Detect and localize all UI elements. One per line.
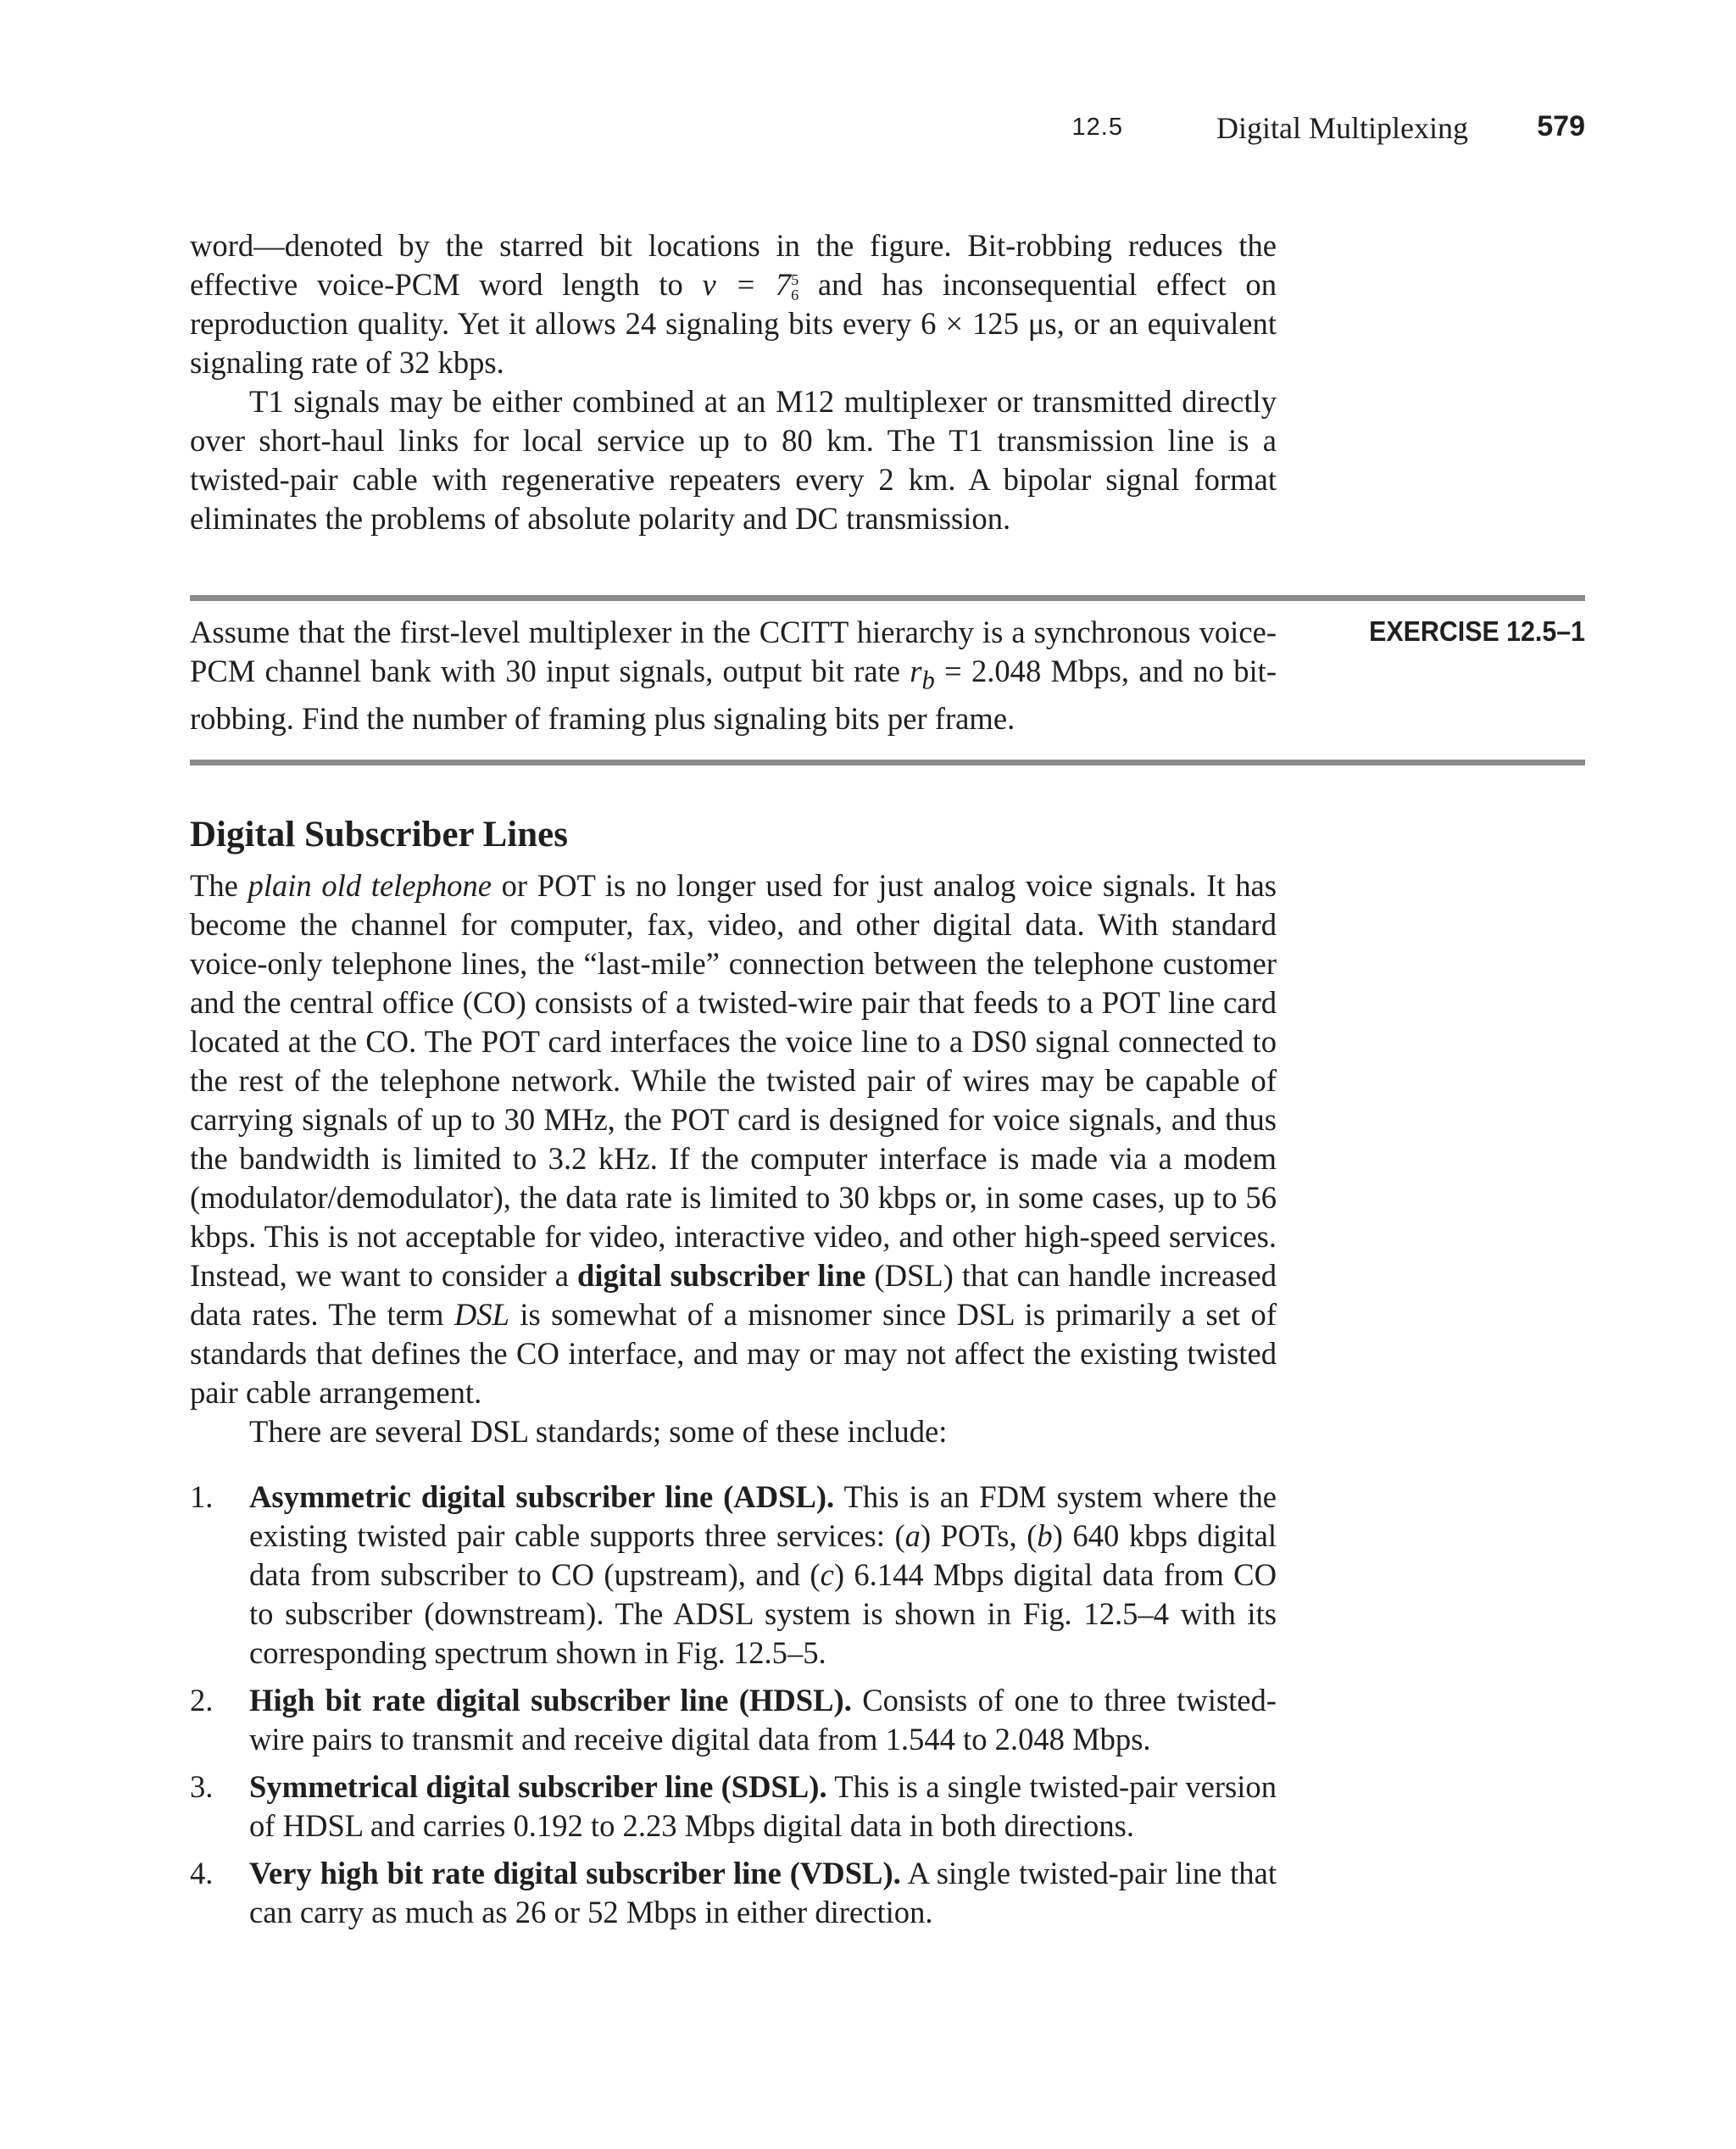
list-item-title: Asymmetric digital subscriber line (ADSL). [249,1479,835,1514]
list-item-title: Very high bit rate digital subscriber line (VDSL). [249,1856,901,1890]
dsl-paragraph-2: There are several DSL standards; some of these include: [249,1414,948,1449]
bit-rate-subscript: b [921,665,935,695]
dsl-paragraph-1 [190,866,1277,1412]
list-item-italic: a [904,1518,921,1553]
intro-p1-text-cont: and has inconsequential effect on reproduction quality. Yet it allows 24 signaling bits every 6 × 125 μs, or an equivalent signaling rate of 32 kbps. [190,267,1277,380]
word-length-equation: ν = 7 [702,267,792,302]
list-item-italic: c [820,1557,834,1592]
list-item-text: This is an FDM system where the existing twisted pair cable supports three services: ( [249,1479,1277,1553]
fraction-denominator: 6 [791,287,799,304]
dsl-p1-italic-term: plain old telephone [248,868,492,903]
dsl-p1-italic-dsl: DSL [453,1297,509,1332]
list-number: 1. [190,1479,214,1514]
section-heading: Digital Subscriber Lines [190,815,568,855]
list-number: 3. [190,1769,214,1804]
exercise-bottom-rule [190,760,1585,766]
list-item-text: Consists of one to three twisted-wire pairs to transmit and receive digital data from 1.544 to 2.048 Mbps. [249,1683,1277,1757]
list-number: 4. [190,1856,214,1890]
list-item [190,1478,1277,1673]
list-number: 2. [190,1683,214,1718]
fraction-five-sixths [791,272,798,303]
intro-text [190,226,1277,538]
list-item-text: A single twisted-pair line that can carry as much as 26 or 52 Mbps in either direction. [249,1856,1277,1929]
list-item [190,1681,1277,1759]
bit-rate-symbol: r [910,654,922,688]
list-item-title: Symmetrical digital subscriber line (SDSL). [249,1769,827,1804]
exercise-label: EXERCISE 12.5–1 [1369,615,1585,647]
dsl-p1-a: The [190,868,248,903]
section-title: Digital Multiplexing [1216,111,1468,145]
dsl-standards-list [190,1478,1277,1940]
dsl-p1-bold-term: digital subscriber line [577,1258,866,1293]
running-header [190,110,1585,148]
exercise-top-rule [190,595,1585,601]
section-number: 12.5 [1071,114,1123,141]
list-item-text: ) 640 kbps digital data from subscriber to CO (upstream), and ( [249,1518,1277,1592]
list-item-text: This is a single twisted-pair version of HDSL and carries 0.192 to 2.23 Mbps digital data in both directions. [249,1769,1277,1843]
dsl-body [190,866,1277,1451]
list-item-italic: b [1037,1518,1053,1553]
list-item [190,1768,1277,1846]
list-item [190,1854,1277,1932]
dsl-p1-b: or POT is no longer used for just analog voice signals. It has become the channel for computer, fax, video, and other digital data. With standard voice-only telephone lines, the “last-mile” connection between the telephone customer and the central office (CO) consists of a twisted-wire pair that feeds to a POT line card located at the CO. The POT card interfaces the voice line to a DS0 signal connected to the rest of the telephone network. While the twisted pair of wires may be capable of carrying signals of up to 30 MHz, the POT card is designed for voice signals, and thus the bandwidth is limited to 3.2 kHz. If the computer interface is made via a modem (modulator/demodulator), the data rate is limited to 30 kbps or, in some cases, up to 56 kbps. This is not acceptable for video, interactive video, and other high-speed services. Instead, we want to consider a [190,868,1277,1293]
list-item-text: ) 6.144 Mbps digital data from CO to subscriber (downstream). The ADSL system is shown in Fig. 12.5–4 with its corresponding spectrum shown in Fig. 12.5–5. [249,1557,1277,1670]
intro-paragraph-2: T1 signals may be either combined at an M12 multiplexer or transmitted directly over short-haul links for local service up to 80 km. The T1 transmission line is a twisted-pair cable with regenerative repeaters every 2 km. A bipolar signal format eliminates the problems of absolute polarity and DC transmission. [190,384,1277,536]
list-item-title: High bit rate digital subscriber line (HDSL). [249,1683,852,1718]
dsl-p1-c: (DSL) that can handle increased data rates. The term [190,1258,1277,1332]
exercise-text-a: Assume that the first-level multiplexer in the CCITT hierarchy is a synchronous voice-PCM channel bank with 30 input signals, output bit rate [190,615,1277,688]
exercise-text [190,613,1277,738]
dsl-p1-d: is somewhat of a misnomer since DSL is primarily a set of standards that defines the CO interface, and may or may not affect the existing twisted pair cable arrangement. [190,1297,1277,1410]
list-item-text: ) POTs, ( [920,1518,1038,1553]
page-number: 579 [1537,110,1585,142]
exercise-text-b: = 2.048 Mbps, and no bit-robbing. Find the number of framing plus signaling bits per frame. [190,654,1277,737]
intro-paragraph-1 [190,226,1277,382]
fraction-numerator: 5 [791,271,799,289]
intro-p1-text: word—denoted by the starred bit locations in the figure. Bit-robbing reduces the effective voice-PCM word length to [190,228,1277,302]
